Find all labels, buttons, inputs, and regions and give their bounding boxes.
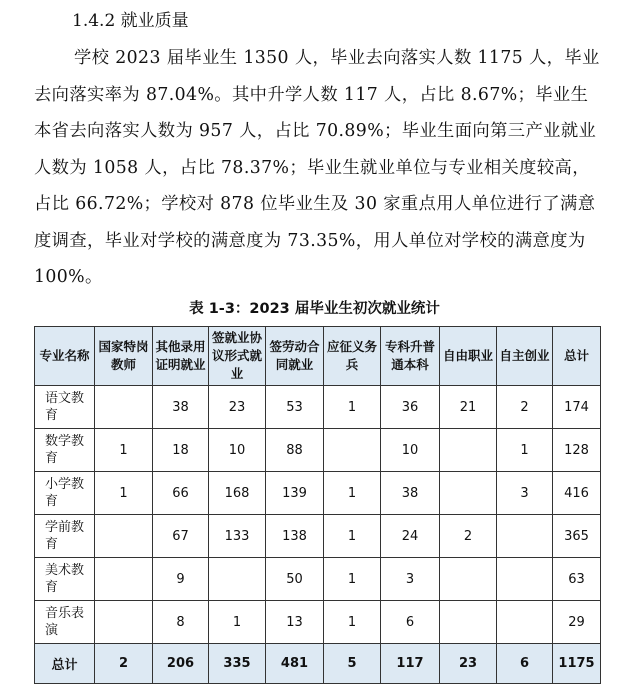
column-header: 专科升普通本科	[381, 327, 440, 386]
major-name-cell: 小学教育	[35, 472, 95, 515]
table-cell: 38	[381, 472, 440, 515]
table-cell	[95, 558, 153, 601]
column-header: 签劳动合同就业	[266, 327, 324, 386]
table-cell: 2	[497, 386, 553, 429]
table-cell: 416	[553, 472, 601, 515]
table-cell	[324, 429, 381, 472]
table-cell: 9	[153, 558, 209, 601]
table-cell: 88	[266, 429, 324, 472]
table-cell: 138	[266, 515, 324, 558]
body-paragraph	[34, 40, 602, 296]
total-cell: 6	[497, 644, 553, 684]
table-cell: 1	[324, 601, 381, 644]
table-cell: 8	[153, 601, 209, 644]
total-cell: 335	[209, 644, 266, 684]
table-cell: 1	[95, 472, 153, 515]
table-row	[35, 472, 601, 515]
table-cell	[440, 472, 497, 515]
table-cell	[497, 601, 553, 644]
table-cell: 24	[381, 515, 440, 558]
table-cell: 10	[209, 429, 266, 472]
table-cell: 53	[266, 386, 324, 429]
column-header: 国家特岗教师	[95, 327, 153, 386]
table-cell: 63	[553, 558, 601, 601]
total-cell: 5	[324, 644, 381, 684]
employment-stats-table	[34, 326, 601, 684]
table-cell: 18	[153, 429, 209, 472]
paragraph-text: 学校 2023 届毕业生 1350 人，毕业去向落实人数 1175 人，毕业去向落实率为 87.04%。其中升学人数 117 人，占比 8.67%；毕业生本省去向落实人数为 957 人，占比 70.89%；毕业生面向第三产业就业人数为 1058 人，占比 78.37%；毕业生就业单位与专业相关度较高，占比 66.72%；学校对 878 位毕业生及 30 家重点用人单位进行了满意度调查，毕业对学校的满意度为 73.35%，用人单位对学校的满意度为 100%。	[34, 48, 600, 287]
table-cell	[497, 515, 553, 558]
table-row	[35, 386, 601, 429]
table-row	[35, 558, 601, 601]
total-cell: 117	[381, 644, 440, 684]
table-cell	[95, 386, 153, 429]
column-header: 应征义务兵	[324, 327, 381, 386]
column-header: 自主创业	[497, 327, 553, 386]
table-cell: 365	[553, 515, 601, 558]
total-cell: 23	[440, 644, 497, 684]
column-header: 签就业协议形式就业	[209, 327, 266, 386]
total-label-cell: 总计	[35, 644, 95, 684]
table-cell: 3	[381, 558, 440, 601]
table-cell: 1	[324, 515, 381, 558]
table-cell	[440, 601, 497, 644]
major-name-cell: 学前教育	[35, 515, 95, 558]
column-header: 自由职业	[440, 327, 497, 386]
table-cell: 174	[553, 386, 601, 429]
table-cell	[497, 558, 553, 601]
table-cell	[95, 601, 153, 644]
table-header-row	[35, 327, 601, 386]
major-name-cell: 美术教育	[35, 558, 95, 601]
table-cell: 29	[553, 601, 601, 644]
table-cell	[95, 515, 153, 558]
table-cell: 2	[440, 515, 497, 558]
table-cell: 23	[209, 386, 266, 429]
table-cell: 38	[153, 386, 209, 429]
table-row	[35, 515, 601, 558]
table-cell: 21	[440, 386, 497, 429]
table-cell: 66	[153, 472, 209, 515]
table-caption: 表 1-3：2023 届毕业生初次就业统计	[189, 301, 440, 317]
major-name-cell: 数学教育	[35, 429, 95, 472]
table-cell	[440, 558, 497, 601]
table-row	[35, 601, 601, 644]
table-cell: 1	[497, 429, 553, 472]
table-cell: 133	[209, 515, 266, 558]
table-cell: 10	[381, 429, 440, 472]
table-cell: 67	[153, 515, 209, 558]
major-name-cell: 音乐表演	[35, 601, 95, 644]
table-cell: 1	[95, 429, 153, 472]
table-cell: 168	[209, 472, 266, 515]
major-name-cell: 语文教育	[35, 386, 95, 429]
table-cell: 1	[324, 386, 381, 429]
table-cell: 139	[266, 472, 324, 515]
table-cell: 6	[381, 601, 440, 644]
column-header: 专业名称	[35, 327, 95, 386]
table-cell: 128	[553, 429, 601, 472]
table-body	[35, 386, 601, 644]
column-header: 总计	[553, 327, 601, 386]
total-cell: 206	[153, 644, 209, 684]
table-total-row	[35, 644, 601, 684]
table-cell: 3	[497, 472, 553, 515]
total-cell: 1175	[553, 644, 601, 684]
table-cell: 1	[209, 601, 266, 644]
table-cell: 1	[324, 558, 381, 601]
total-cell: 2	[95, 644, 153, 684]
table-cell: 50	[266, 558, 324, 601]
column-header: 其他录用证明就业	[153, 327, 209, 386]
section-heading: 1.4.2 就业质量	[72, 11, 189, 31]
table-cell	[209, 558, 266, 601]
table-row	[35, 429, 601, 472]
total-cell: 481	[266, 644, 324, 684]
table-cell	[440, 429, 497, 472]
table-cell: 1	[324, 472, 381, 515]
table-cell: 36	[381, 386, 440, 429]
table-cell: 13	[266, 601, 324, 644]
